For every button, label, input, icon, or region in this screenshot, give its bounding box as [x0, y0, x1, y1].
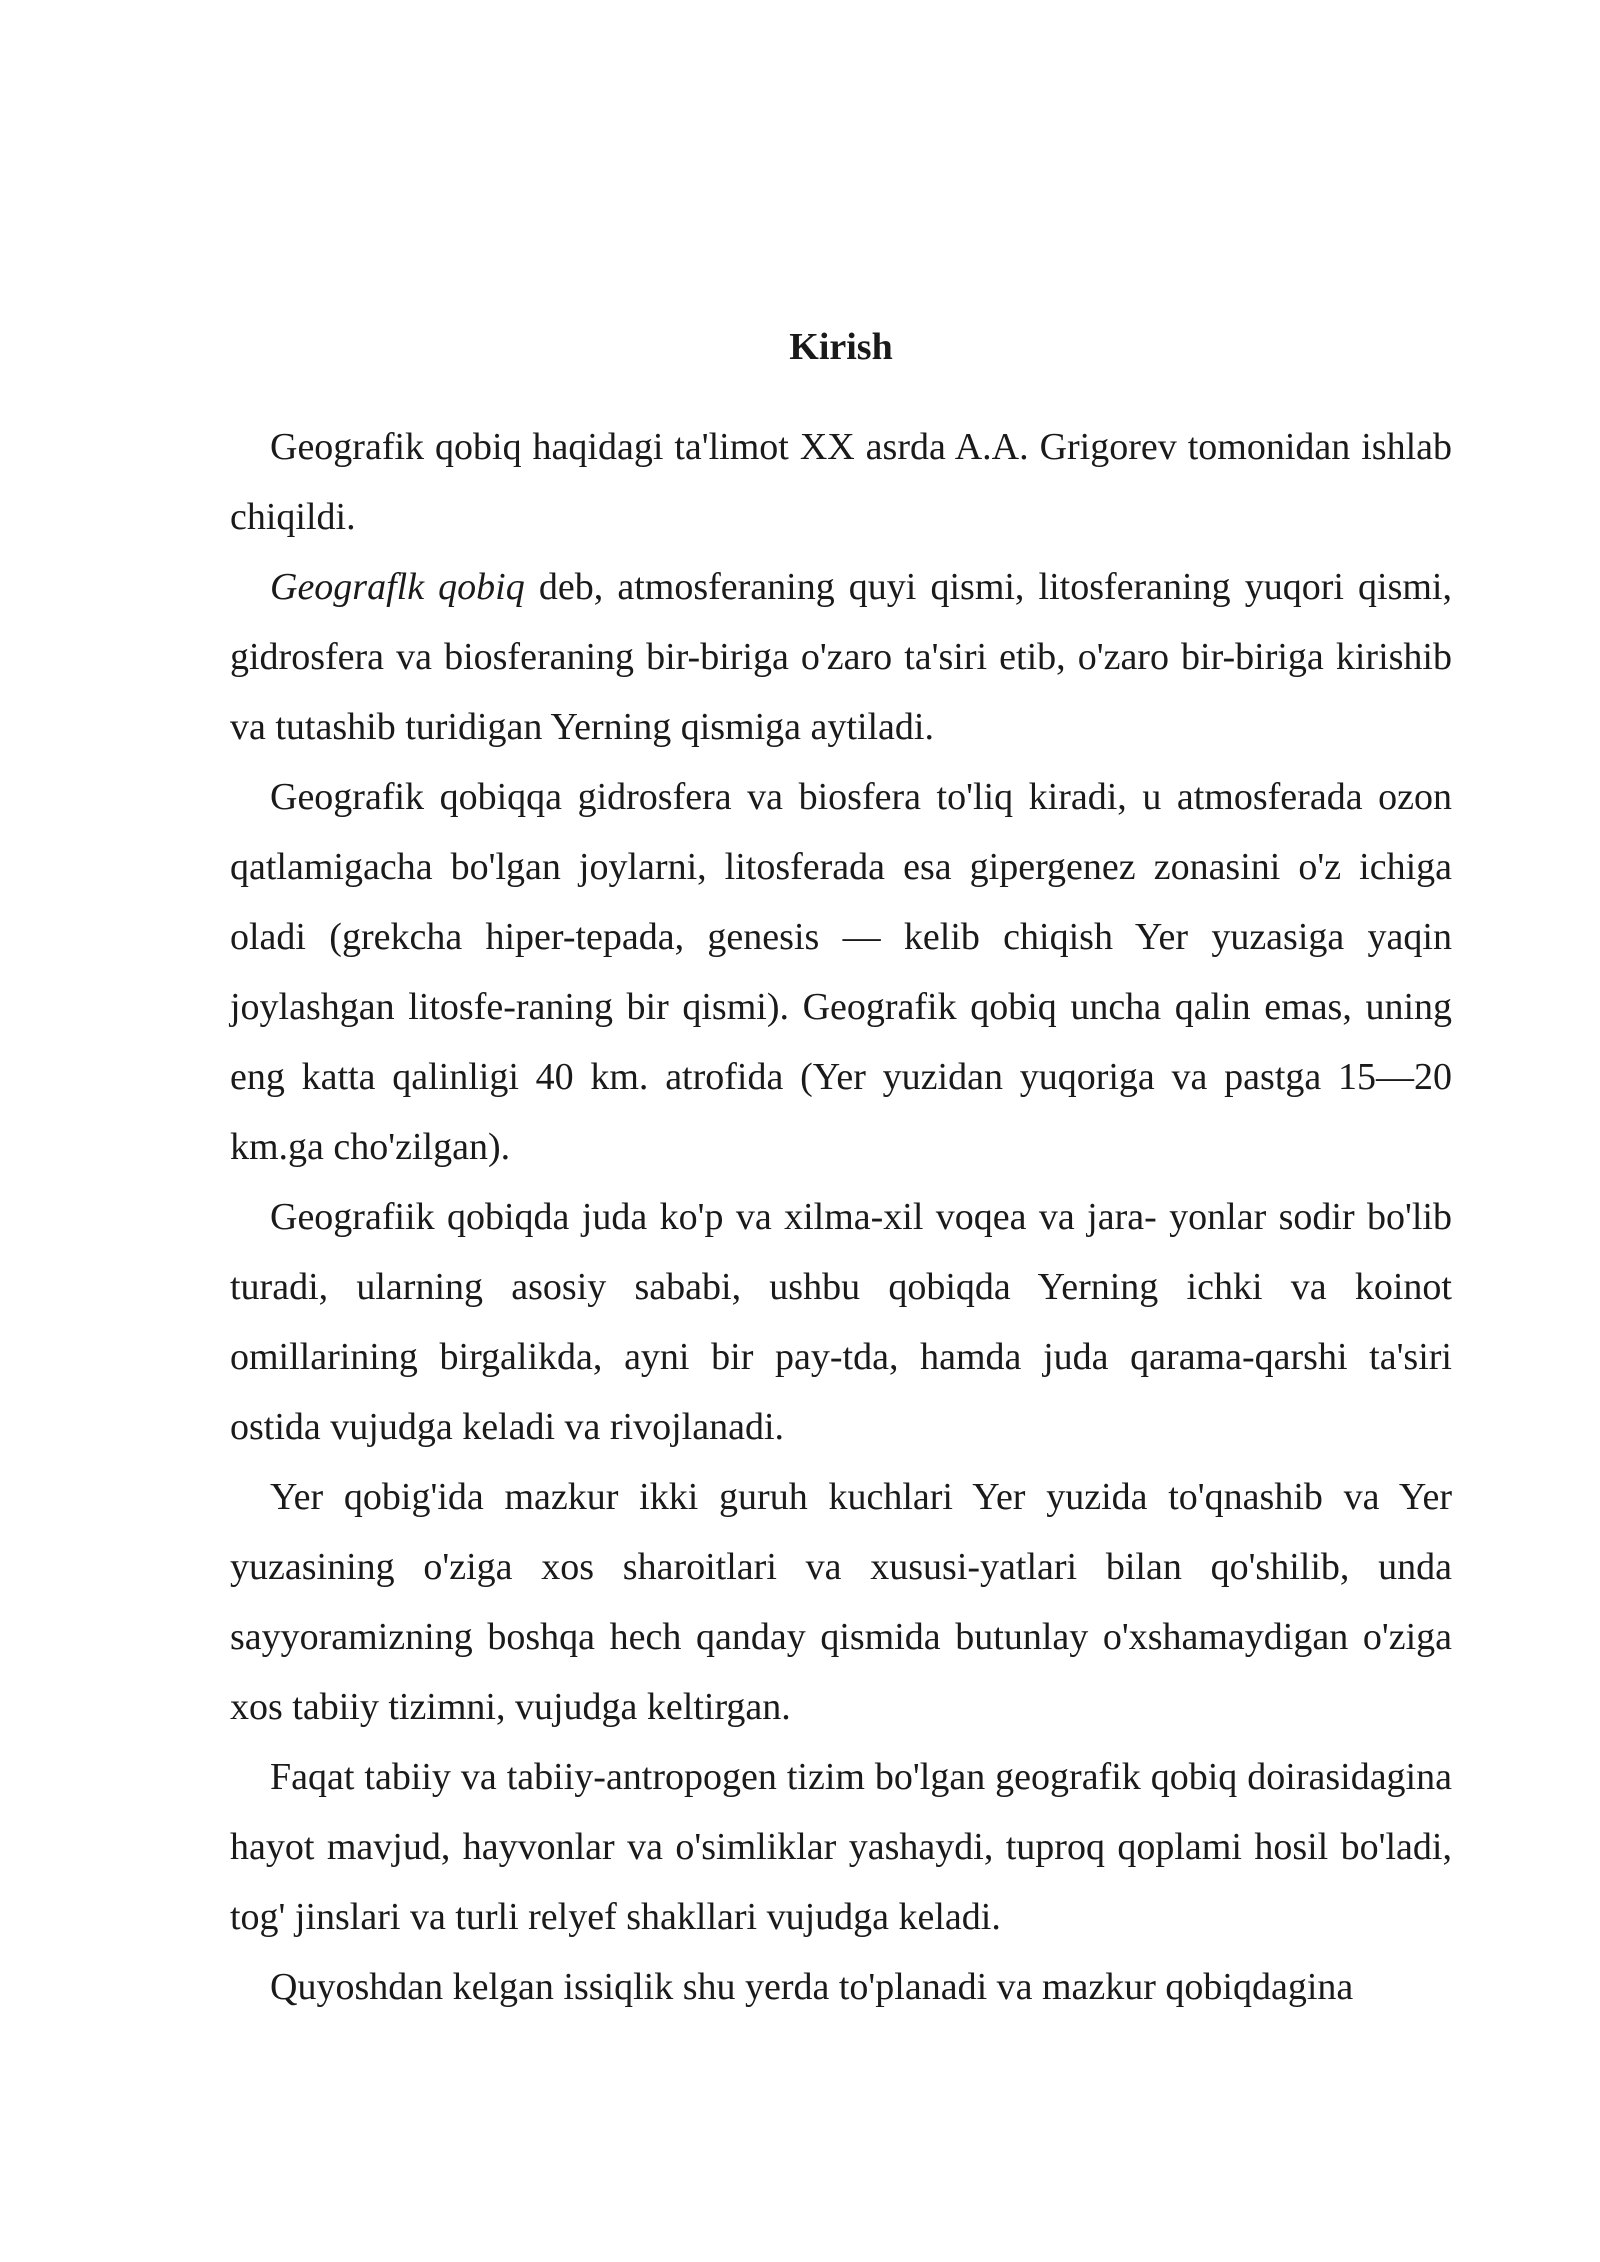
paragraph-4 — [230, 1182, 1452, 1462]
paragraph-6-text: Faqat tabiiy va tabiiy-antropogen tizim bo'lgan geografik qobiq doirasidagina hayot mavjud, hayvonlar va o'simliklar yashaydi, tuproq qoplami hosil bo'ladi, tog' jinslari va turli relyef shakllari vujudga keladi. — [230, 1756, 1452, 1938]
paragraph-5 — [230, 1462, 1452, 1742]
paragraph-1 — [230, 412, 1452, 552]
paragraph-2-text: deb, atmosferaning quyi qismi, litosferaning yuqori qismi, gidrosfera va biosferaning bir-biriga o'zaro ta'siri etib, o'zaro bir-biriga kirishib va tutashib turidigan Yerning qismiga aytiladi. — [230, 566, 1452, 748]
paragraph-1-text: Geografik qobiq haqidagi ta'limot XX asrda A.A. Grigorev tomonidan ishlab chiqildi. — [230, 426, 1452, 538]
page-title: Kirish — [789, 326, 893, 368]
paragraph-2-term: Geograflk qobiq — [270, 566, 525, 608]
paragraph-6 — [230, 1742, 1452, 1952]
paragraph-3 — [230, 762, 1452, 1182]
paragraph-2 — [230, 552, 1452, 762]
paragraph-5-text: Yer qobig'ida mazkur ikki guruh kuchlari Yer yuzida to'qnashib va Yer yuzasining o'ziga xos sharoitlari va xususi-yatlari bilan qo'shilib, unda sayyoramizning boshqa hech qanday qismida butunlay o'xshamaydigan o'ziga xos tabiiy tizimni, vujudga keltirgan. — [230, 1476, 1452, 1728]
paragraph-4-text: Geografiik qobiqda juda ko'p va xilma-xil voqea va jara- yonlar sodir bo'lib turadi, ularning asosiy sababi, ushbu qobiqda Yerning ichki va koinot omillarining birgalikda, ayni bir pay-tda, hamda juda qarama-qarshi ta'siri ostida vujudga keladi va rivojlanadi. — [230, 1196, 1452, 1448]
paragraph-7-text: Quyoshdan kelgan issiqlik shu yerda to'planadi va mazkur qobiqdagina — [270, 1966, 1354, 2008]
document-page — [230, 316, 1452, 2022]
paragraph-7 — [230, 1952, 1452, 2022]
paragraph-3-text: Geografik qobiqqa gidrosfera va biosfera to'liq kiradi, u atmosferada ozon qatlamigacha bo'lgan joylarni, litosferada esa gipergenez zonasini o'z ichiga oladi (grekcha hiper-tepada, genesis — kelib chiqish Yer yuzasiga yaqin joylashgan litosfe-raning bir qismi). Geografik qobiq uncha qalin emas, uning eng katta qalinligi 40 km. atrofida (Yer yuzidan yuqoriga va pastga 15—20 km.ga cho'zilgan). — [230, 776, 1452, 1168]
